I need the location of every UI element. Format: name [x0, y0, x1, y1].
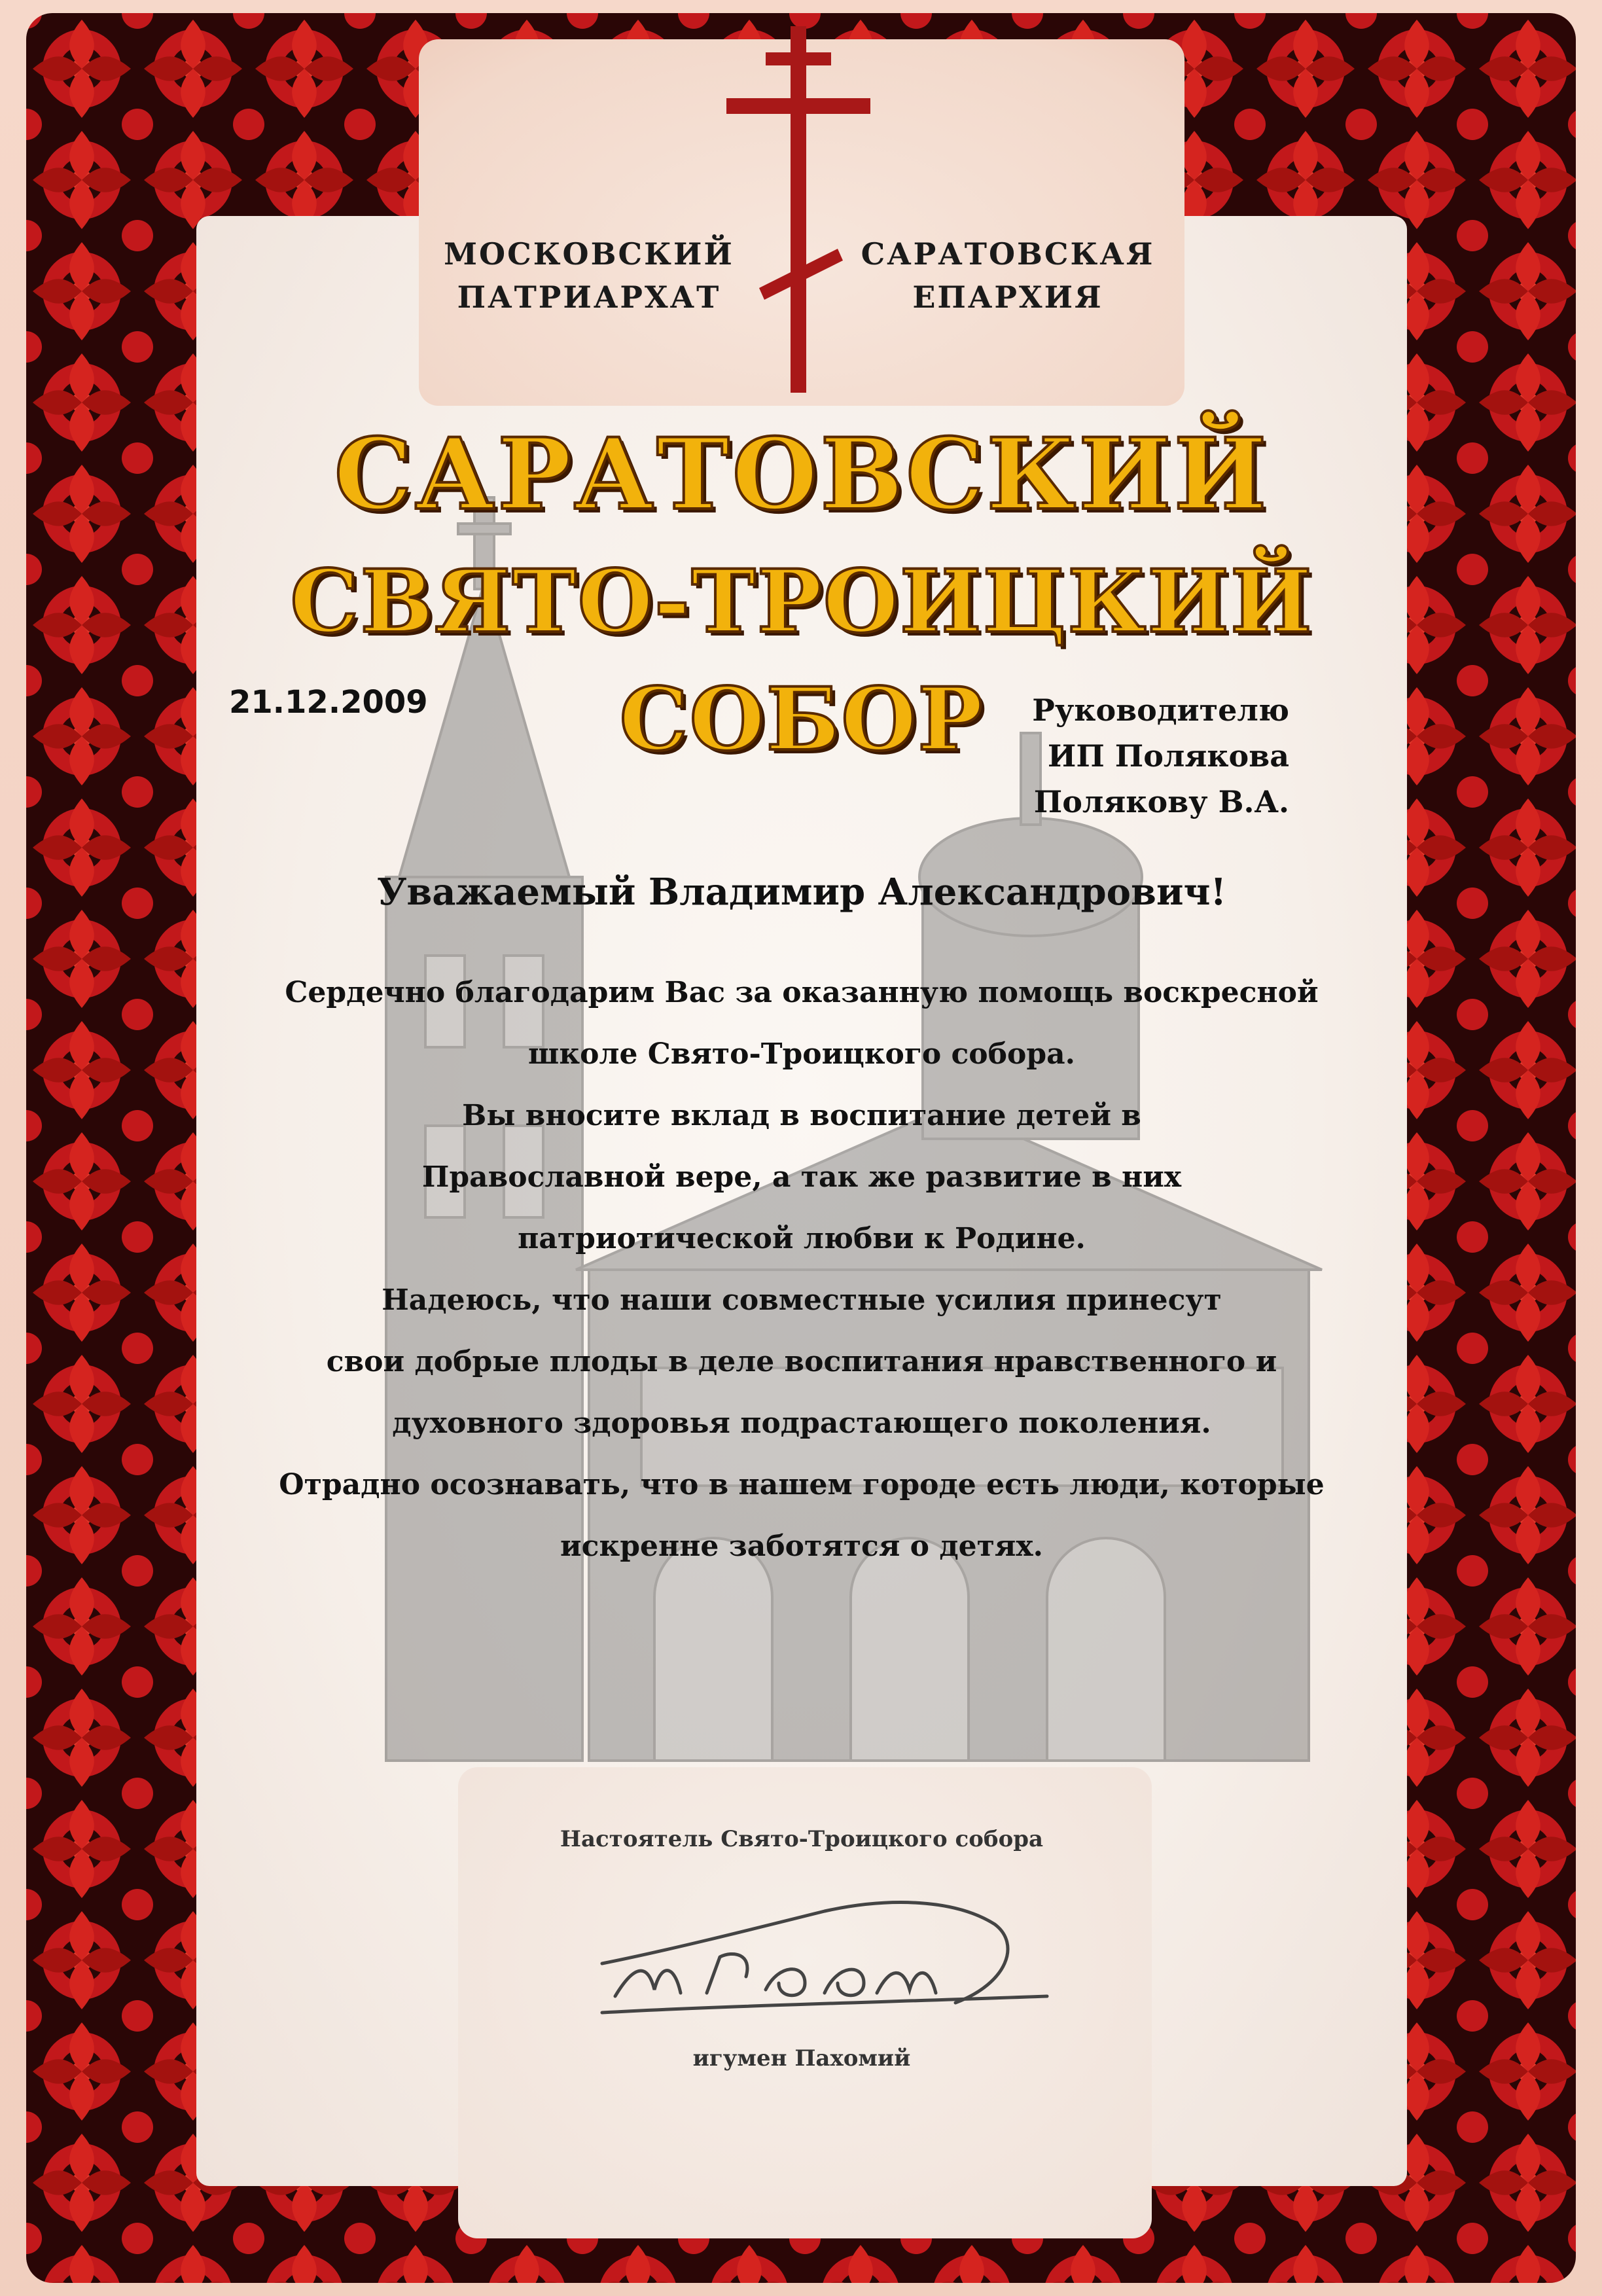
handwritten-signature [589, 1885, 1060, 2029]
addressee-line: Руководителю [1032, 692, 1289, 728]
addressee-line: Полякову В.А. [1033, 784, 1289, 819]
signature-title: Настоятель Свято-Троицкого собора [560, 1826, 1044, 1852]
orthodox-cross-icon [713, 26, 883, 393]
body-line: Надеюсь, что наши совместные усилия принесут [382, 1283, 1222, 1317]
signer-name: игумен Пахомий [692, 2045, 911, 2072]
header-right-text: САРАТОВСКАЯ ЕПАРХИЯ [861, 236, 1155, 315]
body-line: свои добрые плоды в деле воспитания нравственного и [326, 1345, 1277, 1378]
body-line: духовного здоровья подрастающего поколения. [392, 1407, 1211, 1440]
document-date: 21.12.2009 [229, 684, 428, 721]
body-line: школе Свято-Троицкого собора. [528, 1037, 1075, 1071]
title-line-2: СВЯТО-ТРОИЦКИЙ СОБОР [290, 551, 1313, 770]
letter-body [236, 962, 1368, 1577]
greeting: Уважаемый Владимир Александрович! [376, 870, 1227, 914]
body-line: Вы вносите вклад в воспитание детей в [462, 1099, 1141, 1132]
body-line: патриотической любви к Родине. [518, 1222, 1086, 1255]
body-line: Православной вере, а так же развитие в них [421, 1160, 1182, 1194]
header-left-text: МОСКОВСКИЙ ПАТРИАРХАТ [444, 236, 734, 315]
body-line: Сердечно благодарим Вас за оказанную помощь воскресной [285, 976, 1319, 1009]
addressee-block [897, 687, 1289, 825]
title-line-1: САРАТОВСКИЙ [334, 417, 1270, 532]
addressee-line: ИП Полякова [1047, 738, 1289, 774]
body-line: Отрадно осознавать, что в нашем городе есть люди, которые [279, 1468, 1325, 1501]
body-line: искренне заботятся о детях. [560, 1530, 1043, 1563]
